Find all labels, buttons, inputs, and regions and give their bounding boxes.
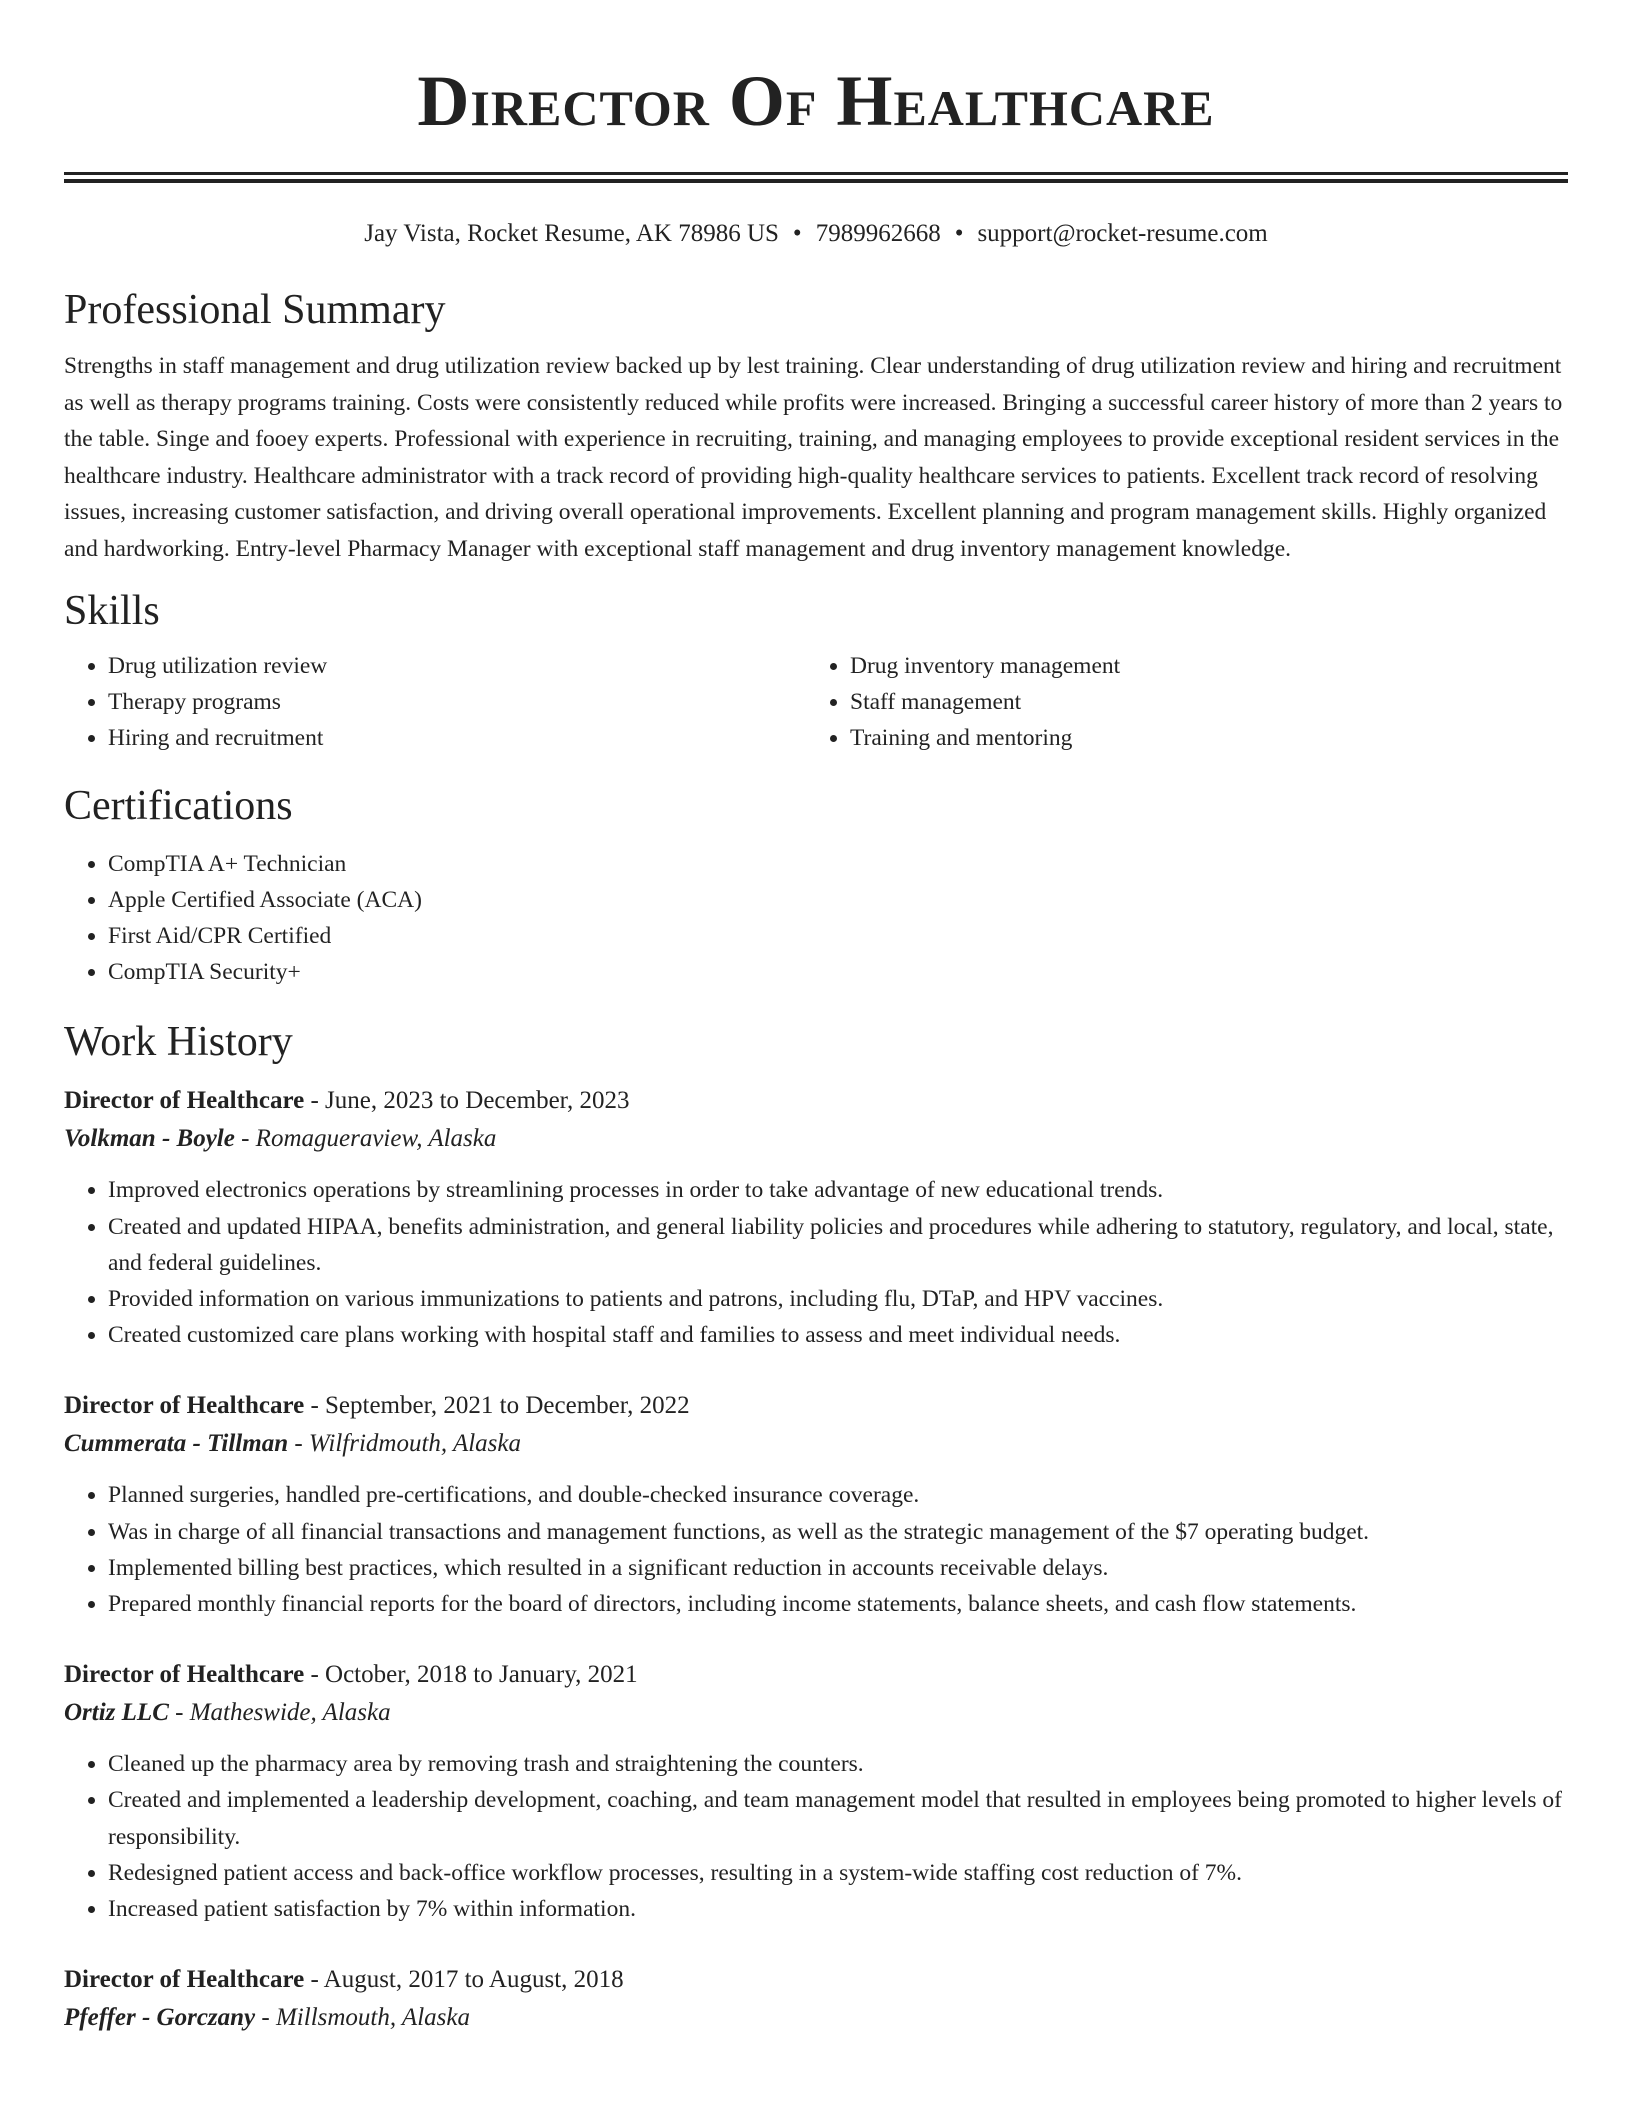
summary-title: Professional Summary [64,287,446,333]
job-location: - Matheswide, Alaska [168,1699,391,1727]
job-location: - Wilfridmouth, Alaska [288,1430,521,1458]
job-company: Pfeffer - Gorczany [64,2004,256,2032]
skills-columns [64,648,1568,757]
job-role: Director of Healthcare [64,1087,305,1115]
certification-item: • CompTIA Security+ [108,954,1568,990]
skill-item: • Staff management [850,684,1548,720]
job-company-line [64,1425,1568,1463]
job-entry [64,1656,1568,1927]
job-bullet: • Increased patient satisfaction by 7% within information. [108,1891,1568,1927]
certification-item: • Apple Certified Associate (ACA) [108,882,1568,918]
skill-item: • Hiring and recruitment [108,720,806,756]
contact-phone: 7989962668 [815,220,941,247]
work-history-section [64,1016,1568,2037]
job-location: - Romagueraview, Alaska [234,1125,497,1153]
job-role: Director of Healthcare [64,1661,305,1689]
certifications-title: Certifications [64,782,293,829]
job-bullet: • Improved electronics operations by streamlining processes in order to take advantage of new educational trends. [108,1172,1568,1208]
job-company-line [64,1120,1568,1158]
job-dates: - September, 2021 to December, 2022 [304,1392,690,1420]
contact-email: support@rocket-resume.com [977,220,1268,247]
skill-item: • Training and mentoring [850,720,1548,756]
job-entry [64,1961,1568,2037]
contact-separator: • [954,220,964,247]
skills-title: Skills [64,588,160,634]
skills-left-column [64,648,806,757]
job-company: Volkman - Boyle [64,1125,235,1153]
job-dates: - October, 2018 to January, 2021 [304,1661,638,1689]
job-bullet: • Created customized care plans working with hospital staff and families to assess and meet individual needs. [108,1317,1568,1353]
job-bullet: • Implemented billing best practices, which resulted in a significant reduction in accounts receivable delays. [108,1550,1568,1586]
job-bullet: • Created and implemented a leadership development, coaching, and team management model that resulted in employees being promoted to higher levels of responsibility. [108,1782,1568,1854]
summary-text: Strengths in staff management and drug utilization review backed up by lest training. Clear understanding of drug utilization review and hiring and recruitment as well as therapy programs training. Costs were consistently reduced while profits were increased. Bringing a successful career history of more than 2 years to the table. Singe and fooey experts. Professional with experience in recruiting, training, and managing employees to provide exceptional resident services in the healthcare industry. Healthcare administrator with a track record of providing high-quality healthcare services to patients. Excellent track record of resolving issues, increasing customer satisfaction, and driving overall operational improvements. Excellent planning and program management skills. Highly organized and hardworking. Entry-level Pharmacy Manager with exceptional staff management and drug inventory management knowledge. [64,353,1563,562]
job-bullet: • Prepared monthly financial reports for the board of directors, including income statements, balance sheets, and cash flow statements. [108,1586,1568,1622]
skills-right-column [806,648,1548,757]
certification-item: • First Aid/CPR Certified [108,918,1568,954]
job-bullet: • Created and updated HIPAA, benefits administration, and general liability policies and procedures while adhering to statutory, regulatory, and local, state, and federal guidelines. [108,1209,1568,1281]
summary-section [64,284,1568,567]
job-company: Ortiz LLC [64,1699,169,1727]
job-location: - Millsmouth, Alaska [255,2004,470,2032]
skill-item: • Drug utilization review [108,648,806,684]
job-bullet: • Redesigned patient access and back-office workflow processes, resulting in a system-wide staffing cost reduction of 7%. [108,1855,1568,1891]
certifications-section [64,780,1568,991]
job-dates: - June, 2023 to December, 2023 [304,1087,630,1115]
skills-section [64,585,1568,757]
job-role: Director of Healthcare [64,1392,305,1420]
work-history-title: Work History [64,1019,293,1066]
job-bullet: • Provided information on various immunizations to patients and patrons, including flu, DTaP, and HPV vaccines. [108,1281,1568,1317]
job-dates: - August, 2017 to August, 2018 [304,1966,624,1994]
header-rule [64,172,1568,183]
job-bullet: • Was in charge of all financial transactions and management functions, as well as the strategic management of the $7 operating budget. [108,1514,1568,1550]
job-company: Cummerata - Tillman [64,1430,289,1458]
job-role: Director of Healthcare [64,1966,305,1994]
job-heading [64,1656,1568,1694]
job-heading [64,1082,1568,1120]
job-heading [64,1961,1568,1999]
job-heading [64,1387,1568,1425]
job-company-line [64,1999,1568,2037]
resume-name: Director Of Healthcare [417,61,1215,141]
job-bullet: • Planned surgeries, handled pre-certifications, and double-checked insurance coverage. [108,1477,1568,1513]
job-company-line [64,1694,1568,1732]
skill-item: • Therapy programs [108,684,806,720]
job-entry [64,1082,1568,1353]
skill-item: • Drug inventory management [850,648,1548,684]
job-entry [64,1387,1568,1622]
contact-separator: • [792,220,802,247]
job-bullet: • Cleaned up the pharmacy area by removing trash and straightening the counters. [108,1746,1568,1782]
certification-item: • CompTIA A+ Technician [108,846,1568,882]
resume-page [64,0,1568,2037]
contact-line [64,217,1568,251]
contact-address: Jay Vista, Rocket Resume, AK 78986 US [364,220,779,247]
